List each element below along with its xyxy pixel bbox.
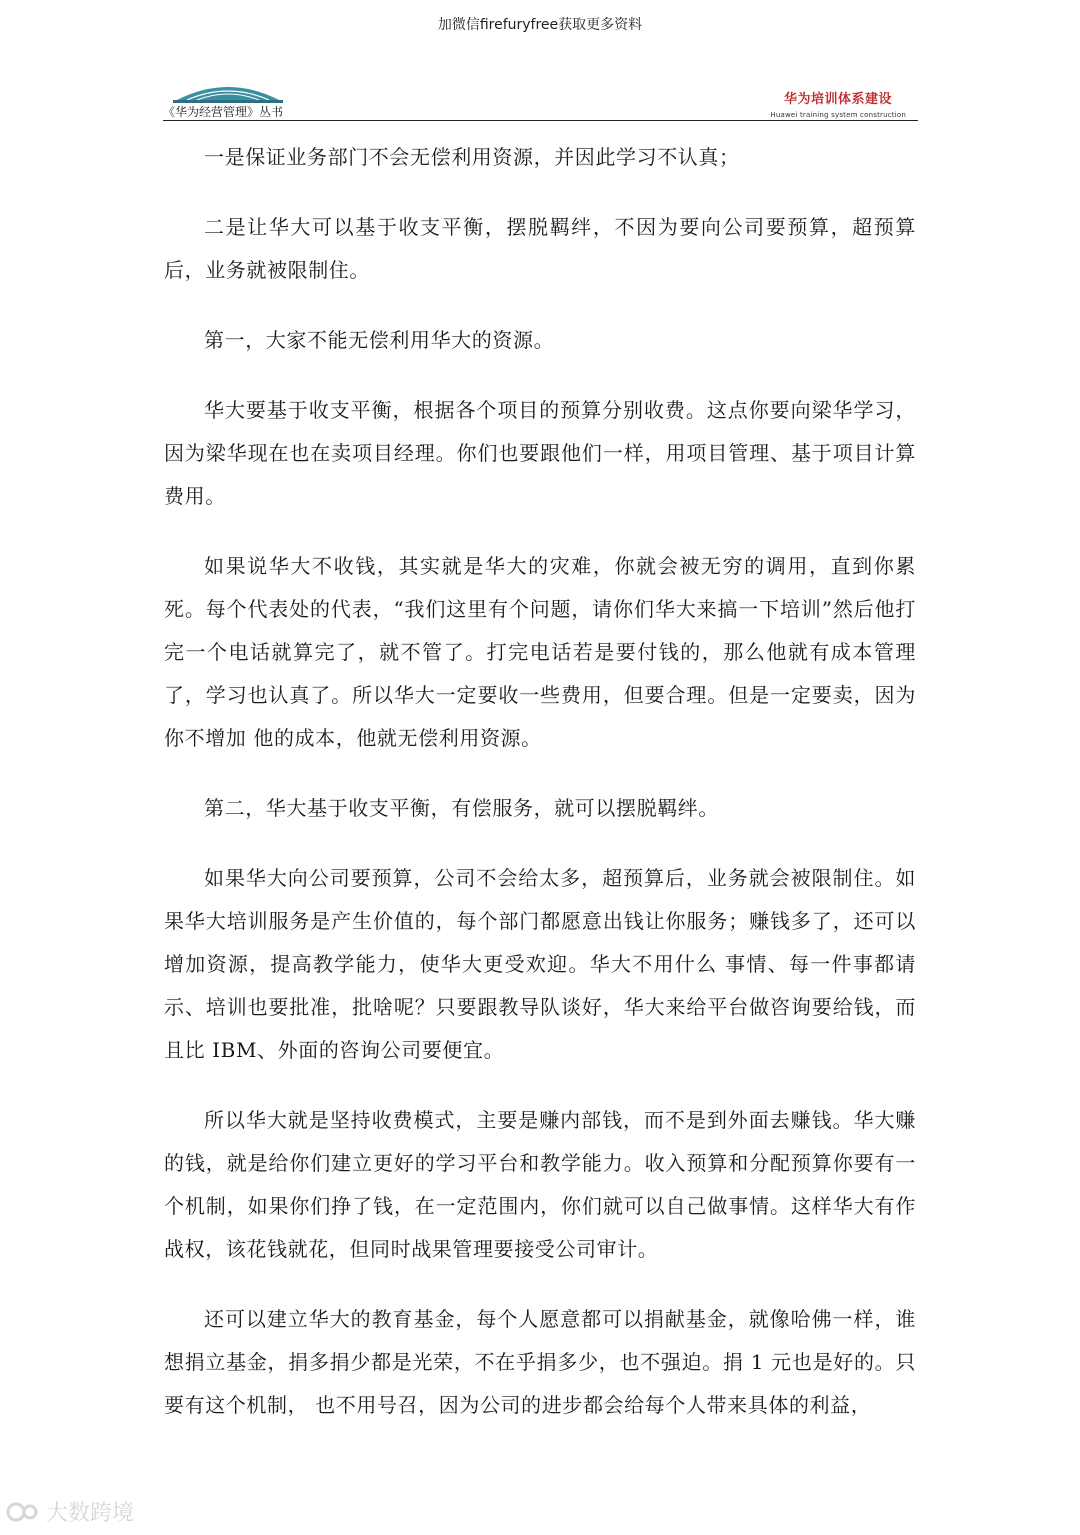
paragraph: 如果华大向公司要预算，公司不会给太多，超预算后，业务就会被限制住。如果华大培训服务是产生价值的，每个部门都愿意出钱让你服务；赚钱多了，还可以增加资源，提高教学能力，使华大更受欢迎。华大不用什么 事情、每一件事都请示、培训也要批准，批啥呢？只要跟教导队谈好，华大来给平台做咨询要给钱，而且比 IBM、外面的咨询公司要便宜。: [164, 866, 916, 1062]
paragraph: 第二，华大基于收支平衡，有偿服务，就可以摆脱羁绊。: [204, 796, 719, 820]
document-body: [164, 136, 916, 1454]
header-divider: [163, 120, 918, 121]
paragraph: 第一，大家不能无偿利用华大的资源。: [204, 328, 555, 352]
paragraph: 如果说华大不收钱，其实就是华大的灾难，你就会被无穷的调用，直到你累死。每个代表处的代表，“我们这里有个问题，请你们华大来搞一下培训”然后他打完一个电话就算完了，就不管了。打完电话若是要付钱的，那么他就有成本管理了，学习也认真了。所以华大一定要收一些费用，但要合理。但是一定要卖，因为你不增加 他的成本，他就无偿利用资源。: [164, 554, 916, 750]
top-notice: 加微信firefuryfree获取更多资料: [437, 17, 643, 33]
watermark: [6, 1496, 134, 1527]
brand-logo-icon: [6, 1499, 42, 1525]
paragraph: 二是让华大可以基于收支平衡，摆脱羁绊，不因为要向公司要预算，超预算后，业务就被限制住。: [164, 215, 916, 282]
paragraph: 华大要基于收支平衡，根据各个项目的预算分别收费。这点你要向梁华学习，因为梁华现在也在卖项目经理。你们也要跟他们一样，用项目管理、基于项目计算费用。: [164, 398, 916, 508]
page-header: [163, 76, 918, 126]
series-title: 《华为经营管理》丛书: [163, 105, 284, 119]
header-section-title: 华为培训体系建设: [783, 92, 892, 107]
paragraph: 所以华大就是坚持收费模式，主要是赚内部钱，而不是到外面去赚钱。华大赚的钱，就是给你们建立更好的学习平台和教学能力。收入预算和分配预算你要有一个机制，如果你们挣了钱，在一定范围内，你们就可以自己做事情。这样华大有作战权，该花钱就花，但同时战果管理要接受公司审计。: [164, 1108, 916, 1261]
mountain-logo-icon: [173, 78, 283, 106]
paragraph: 还可以建立华大的教育基金，每个人愿意都可以捐献基金，就像哈佛一样，谁想捐立基金，捐多捐少都是光荣，不在乎捐多少，也不强迫。捐 1 元也是好的。只要有这个机制， 也不用号召，因为公司的进步都会给每个人带来具体的利益，: [164, 1307, 916, 1417]
paragraph: 一是保证业务部门不会无偿利用资源，并因此学习不认真；: [204, 145, 740, 169]
watermark-text: 大数跨境: [46, 1501, 135, 1526]
header-section-subtitle: Huawei training system construction: [770, 111, 906, 119]
